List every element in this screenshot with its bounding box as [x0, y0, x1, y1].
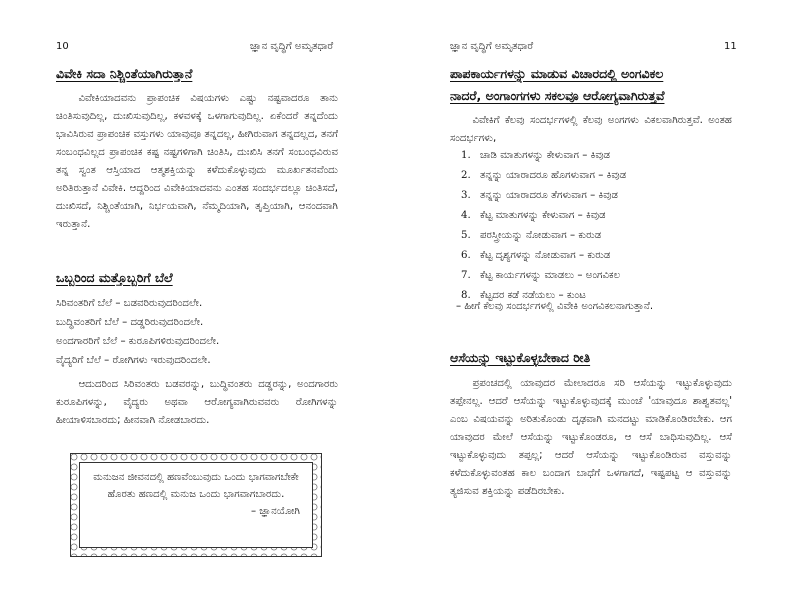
quote-box	[70, 453, 322, 557]
closing-line: – ಹೀಗೆ ಕೆಲವು ಸಂದರ್ಭಗಳಲ್ಲಿ ವಿವೇಕಿ ಅಂಗವಿಕಲನಾಗುತ್ತಾನೆ.	[456, 301, 654, 312]
list-item: 7. ಕೆಟ್ಟ ಕಾರ್ಯಗಳನ್ನು ಮಾಡಲು – ಅಂಗವಿಕಲ	[474, 266, 754, 286]
list-item: 5. ಪರಸ್ತ್ರೀಯನ್ನು ನೋಡುವಾಗ – ಕುರುಡ	[474, 226, 754, 246]
left-page	[0, 0, 394, 600]
section-heading-line2: ನಾದರೆ, ಅಂಗಾಂಗಗಳು ಸಕಲವೂ ಆರೋಗ್ಯವಾಗಿರುತ್ತವೆ	[450, 88, 665, 103]
numbered-list	[450, 146, 754, 306]
intro-paragraph: ವಿವೇಕಿಗೆ ಕೆಲವು ಸಂದರ್ಭಗಳಲ್ಲಿ ಕೆಲವು ಅಂಗಗಳು ವಿಕಲವಾಗಿರುತ್ತವೆ. ಅಂತಹ ಸಂದರ್ಭಗಳು,	[450, 115, 732, 144]
section-heading	[56, 268, 356, 288]
page-number: 10	[56, 41, 69, 52]
running-header: ಜ್ಞಾನ ವೃದ್ಧಿಗೆ ಅಮೃತಧಾರೆ	[250, 41, 334, 52]
body-paragraph: ಪ್ರಪಂಚದಲ್ಲಿ ಯಾವುದರ ಮೇಲಾದರೂ ಸರಿ ಆಸೆಯನ್ನು ಇಟ್ಟುಕೊಳ್ಳುವುದು ತಪ್ಪೇನಲ್ಲ. ಆದರೆ ಆಸೆಯನ್ನು ಇಟ್ಟುಕೊಳ್ಳುವುದಕ್ಕೆ ಮುಂಚೆ 'ಯಾವುದೂ ಶಾಶ್ವತವಲ್ಲ' ಎಂಬ ವಿಷಯವನ್ನು ಅರಿತುಕೊಂಡು ದೃಢವಾಗಿ ಮನದಟ್ಟು ಮಾಡಿಕೊಂಡಿರಬೇಕು. ಆಗ ಯಾವುದರ ಮೇಲೆ ಆಸೆಯನ್ನು ಇಟ್ಟುಕೊಂಡರೂ, ಆ ಆಸೆ ಬಾಧಿಸುವುದಿಲ್ಲ. ಆಸೆ ಇಟ್ಟುಕೊಳ್ಳುವುದು ತಪ್ಪಲ್ಲ; ಆದರೆ ಆಸೆಯನ್ನು ಇಟ್ಟುಕೊಂಡಿರುವ ವಸ್ತುವನ್ನು ಕಳೆದುಕೊಳ್ಳುವಂತಹ ಕಾಲ ಬಂದಾಗ ಬಾಧೆಗೆ ಒಳಗಾಗದೆ, ಇಷ್ಟಪಟ್ಟ ಆ ವಸ್ತುವನ್ನು ತ್ಯಜಿಸುವ ಶಕ್ತಿಯನ್ನು ಪಡೆದಿರಬೇಕು.	[450, 378, 732, 497]
section-heading-text: ಆಸೆಯನ್ನು ಇಟ್ಟುಕೊಳ್ಳಬೇಕಾದ ರೀತಿ	[450, 350, 591, 365]
value-line: ಅಂದಗಾರರಿಗೆ ಬೆಲೆ – ಕುರೂಪಿಗಳಿರುವುದರಿಂದಲೇ.	[56, 336, 220, 347]
value-line: ಸಿರಿವಂತರಿಗೆ ಬೆಲೆ – ಬಡವರಿರುವುದರಿಂದಲೇ.	[56, 298, 203, 309]
list-item: 3. ತನ್ನನ್ನು ಯಾರಾದರೂ ತೆಗಳುವಾಗ – ಕಿವುಡ	[474, 186, 754, 206]
value-line: ವೈದ್ಯರಿಗೆ ಬೆಲೆ – ರೋಗಿಗಳು ಇರುವುದರಿಂದಲೇ.	[56, 355, 211, 366]
running-header: ಜ್ಞಾನ ವೃದ್ಧಿಗೆ ಅಮೃತಧಾರೆ	[450, 41, 534, 52]
section-heading-line1: ಪಾಪಕಾರ್ಯಗಳನ್ನು ಮಾಡುವ ವಿಚಾರದಲ್ಲಿ ಅಂಗವಿಕಲ	[450, 66, 664, 81]
section-heading	[450, 348, 750, 368]
list-item: 2. ತನ್ನನ್ನು ಯಾರಾದರೂ ಹೊಗಳುವಾಗ – ಕಿವುಡ	[474, 166, 754, 186]
quote-content	[79, 462, 313, 548]
body-paragraph: ಆದುದರಿಂದ ಸಿರಿವಂತರು ಬಡವರನ್ನು, ಬುದ್ಧಿವಂತರು ದಡ್ಡರನ್ನು, ಅಂದಗಾರರು ಕುರೂಪಿಗಳನ್ನು, ವೈದ್ಯರು ಅಥವಾ ಆರೋಗ್ಯವಾಗಿರುವವರು ರೋಗಿಗಳನ್ನು ಹೀಯಾಳಿಸಬಾರದು; ಹೀನವಾಗಿ ನೋಡಬಾರದು.	[56, 379, 338, 426]
list-item: 4. ಕೆಟ್ಟ ಮಾತುಗಳನ್ನು ಕೇಳುವಾಗ – ಕಿವುಡ	[474, 206, 754, 226]
list-item: 1. ಚಾಡಿ ಮಾತುಗಳನ್ನು ಕೇಳುವಾಗ – ಕಿವುಡ	[474, 146, 754, 166]
quote-author: – ಜ್ಞಾನಯೋಗಿ	[250, 506, 300, 517]
section-heading	[450, 64, 750, 84]
page-number: 11	[724, 41, 737, 52]
value-line: ಬುದ್ಧಿವಂತರಿಗೆ ಬೆಲೆ – ದಡ್ಡರಿರುವುದರಿಂದಲೇ.	[56, 317, 204, 328]
quote-text: ಮನುಜನ ಜೀವನದಲ್ಲಿ ಹಣವೆಂಬುವುದು ಒಂದು ಭಾಗವಾಗಬೇಕೇ ಹೊರತು ಹಣದಲ್ಲಿ ಮನುಜ ಒಂದು ಭಾಗವಾಗಬಾರದು.	[93, 472, 299, 500]
section-heading-text: ವಿವೇಕಿ ಸದಾ ನಿಶ್ಚಿಂತೆಯಾಗಿರುತ್ತಾನೆ	[56, 66, 193, 81]
section-heading	[56, 64, 356, 84]
list-item: 6. ಕೆಟ್ಟ ದೃಶ್ಯಗಳನ್ನು ನೋಡುವಾಗ – ಕುರುಡ	[474, 246, 754, 266]
section-heading	[450, 86, 750, 106]
right-page	[394, 0, 789, 600]
list-item: 8. ಕೆಟ್ಟದರ ಕಡೆ ನಡೆಯಲು – ಕುಂಟ	[474, 286, 754, 306]
section-heading-text: ಒಬ್ಬರಿಂದ ಮತ್ತೊಬ್ಬರಿಗೆ ಬೆಲೆ	[56, 270, 173, 285]
body-paragraph: ವಿವೇಕಿಯಾದವನು ಪ್ರಾಪಂಚಿಕ ವಿಷಯಗಳು ಎಷ್ಟು ನಷ್ಟವಾದರೂ ತಾನು ಚಿಂತಿಸುವುದಿಲ್ಲ, ದುಃಖಿಸುವುದಿಲ್ಲ, ಕಳವಳಕ್ಕೆ ಒಳಗಾಗುವುದಿಲ್ಲ. ಏಕೆಂದರೆ ತನ್ನದೆಂದು ಭಾವಿಸಿರುವ ಪ್ರಾಪಂಚಿಕ ವಸ್ತುಗಳು ಯಾವುವೂ ತನ್ನದಲ್ಲ, ಹೀಗಿರುವಾಗ ತನ್ನದಲ್ಲದ, ತನಗೆ ಸಂಬಂಧವಿಲ್ಲದ ಪ್ರಾಪಂಚಿಕ ಕಷ್ಟ ನಷ್ಟಗಳಿಗಾಗಿ ಚಿಂತಿಸಿ, ದುಃಖಿಸಿ ತನಗೆ ಸಂಬಂಧವಿರುವ ತನ್ನ ಸ್ವಂತ ಆಸ್ತಿಯಾದ ಆತ್ಮಶಕ್ತಿಯನ್ನು ಕಳೆದುಕೊಳ್ಳುವುದು ಮೂರ್ಖತನವೆಂದು ಅರಿತಿರುತ್ತಾನೆ ವಿವೇಕಿ. ಆದ್ದರಿಂದ ವಿವೇಕಿಯಾದವನು ಎಂತಹ ಸಂದರ್ಭದಲ್ಲೂ ಚಿಂತಿಸದೆ, ದುಃಖಿಸದೆ, ನಿಶ್ಚಿಂತೆಯಾಗಿ, ನಿರ್ಭಯವಾಗಿ, ನೆಮ್ಮದಿಯಾಗಿ, ತೃಪ್ತಿಯಾಗಿ, ಆನಂದವಾಗಿ ಇರುತ್ತಾನೆ.	[56, 93, 338, 230]
